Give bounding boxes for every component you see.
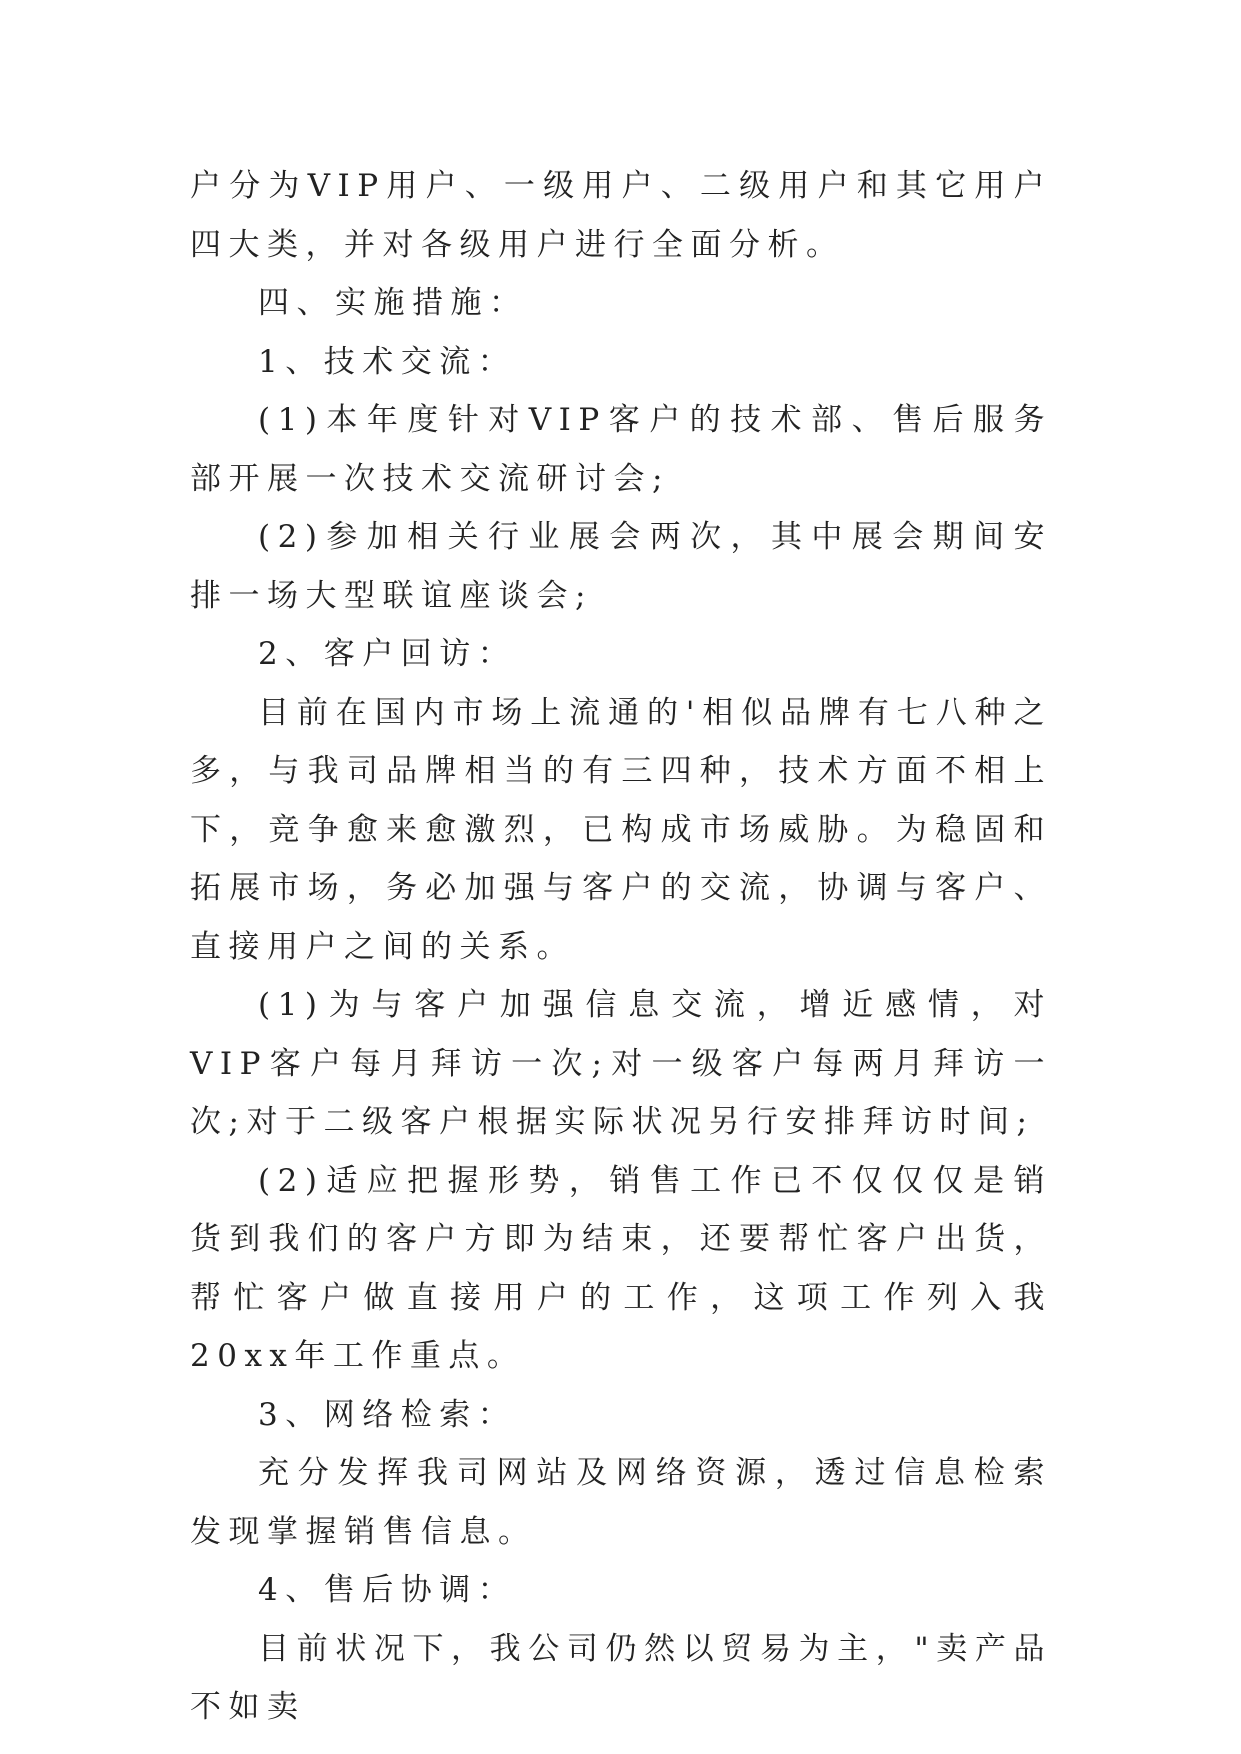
heading-network-search: 3、网络检索： — [258, 1396, 517, 1433]
paragraph-customer-visits-1: (1)为与客户加强信息交流，增近感情，对VIP客户每月拜访一次;对一级客户每两月拜访一次;对于二级客户根据实际状况另行安排拜访时间; — [190, 987, 1052, 1140]
paragraph-technical-exchange-2: (2)参加相关行业展会两次，其中展会期间安排一场大型联谊座谈会; — [190, 519, 1052, 614]
heading-customer-visits: 2、客户回访： — [258, 636, 517, 672]
document-body — [190, 157, 1052, 1737]
paragraph-customer-visits-2: (2)适应把握形势，销售工作已不仅仅仅是销货到我们的客户方即为结束，还要帮忙客户出货，帮忙客户做直接用户的工作，这项工作列入我20xx年工作重点。 — [190, 1162, 1052, 1374]
heading-implementation-measures: 四、实施措施： — [258, 285, 528, 321]
heading-technical-exchange: 1、技术交流： — [258, 343, 517, 380]
paragraph-market-situation: 目前在国内市场上流通的'相似品牌有七八种之多，与我司品牌相当的有三四种，技术方面不相上下，竞争愈来愈激烈，已构成市场威胁。为稳固和拓展市场，务必加强与客户的交流，协调与客户、直接用户之间的关系。 — [190, 694, 1052, 965]
paragraph-network-search: 充分发挥我司网站及网络资源，透过信息检索发现掌握销售信息。 — [190, 1455, 1052, 1550]
heading-after-sales: 4、售后协调： — [258, 1572, 517, 1608]
paragraph-after-sales: 目前状况下，我公司仍然以贸易为主，"卖产品不如卖 — [190, 1630, 1052, 1725]
paragraph-user-categories: 户分为VIP用户、一级用户、二级用户和其它用户四大类，并对各级用户进行全面分析。 — [190, 168, 1052, 263]
paragraph-technical-exchange-1: (1)本年度针对VIP客户的技术部、售后服务部开展一次技术交流研讨会; — [190, 402, 1052, 497]
